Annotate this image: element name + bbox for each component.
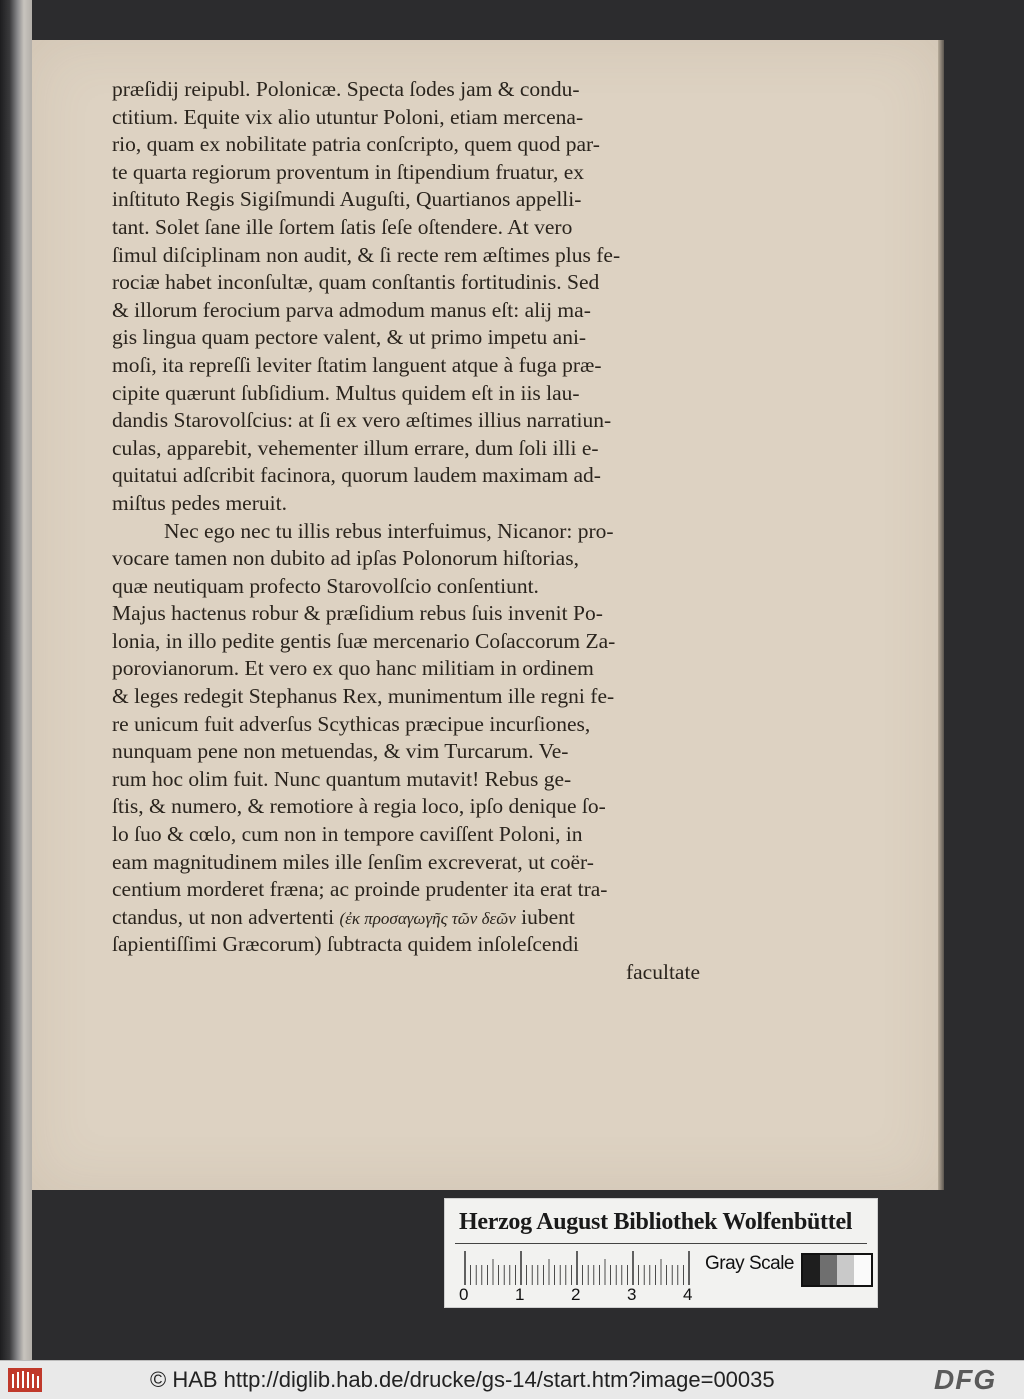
text-line: miſtus pedes meruit. [112,490,287,515]
text-line: rio, quam ex nobilitate patria conſcripto, quem quod par- [112,132,600,157]
text-line: ſimul diſciplinam non audit, & ſi recte rem æſtimes plus fe- [112,242,621,267]
text-line: porovianorum. Et vero ex quo hanc militiam in ordinem [112,656,594,681]
footer-citation-link[interactable]: © HAB http://diglib.hab.de/drucke/gs-14/start.htm?image=00035 [150,1367,775,1392]
ruler-number: 3 [627,1285,637,1304]
footer-bar [0,1360,1024,1399]
gray-swatch [803,1255,820,1285]
text-line: quæ neutiquam profecto Starovolſcio conſentiunt. [112,573,539,598]
text-line: te quarta regiorum proventum in ſtipendium fruatur, ex [112,159,585,184]
ruler-number: 2 [571,1285,581,1304]
text-line: eam magnitudinem miles ille ſenſim excreverat, ut coër- [112,849,594,874]
text-line: lonia, in illo pedite gentis ſuæ mercenario Coſaccorum Za- [112,628,616,653]
text-line: & illorum ferocium parva admodum manus eſt: alij ma- [112,297,591,322]
gray-swatch [854,1255,871,1285]
text-line: inſtituto Regis Sigiſmundi Auguſti, Quartianos appelli- [112,187,582,212]
text-line: ſtis, & numero, & remotiore à regia loco, ipſo denique ſo- [112,794,606,819]
gray-scale-swatches [801,1253,873,1287]
text-line: tant. Solet ſane ille ſortem ſatis ſeſe oſtendere. At vero [112,214,573,239]
page-edge [938,40,944,1190]
text-fragment: ctandus, ut non advertenti [112,904,340,929]
text-line: rum hoc olim fuit. Nunc quantum mutavit! Rebus ge- [112,766,572,791]
text-fragment: iubent [515,904,575,929]
text-line: nunquam pene non metuendas, & vim Turcarum. Ve- [112,739,569,764]
text-line: quitatui adſcribit facinora, quorum laudem maximam ad- [112,463,601,488]
text-line: cipite quærunt ſubſidium. Multus quidem eſt in iis lau- [112,380,580,405]
text-line: & leges redegit Stephanus Rex, munimentum ille regni fe- [112,684,615,709]
library-name: Herzog August Bibliothek Wolfenbüttel [459,1209,853,1235]
ruler-numbers [455,1285,715,1307]
text-line: ſapientiſſimi Græcorum) ſubtracta quidem inſoleſcendi [112,932,579,957]
gray-swatch [837,1255,854,1285]
ruler-scale [463,1251,693,1287]
text-line: rociæ habet inconſultæ, quam conſtantis fortitudinis. Sed [112,270,600,295]
text-line: ctitium. Equite vix alio utuntur Poloni, etiam mercena- [112,104,584,129]
ruler-number: 0 [459,1285,469,1304]
text-line: culas, apparebit, vehementer illum errare, dum ſoli illi e- [112,435,599,460]
ruler-number: 4 [683,1285,693,1304]
gray-scale-label: Gray Scale [705,1253,794,1274]
text-line: præſidij reipubl. Polonicæ. Specta ſodes jam & condu- [112,77,580,101]
text-line: vocare tamen non dubito ad ipſas Polonorum hiſtorias, [112,546,579,571]
page-text [112,76,708,987]
text-line: Nec ego nec tu illis rebus interfuimus, Nicanor: pro- [164,518,614,543]
text-line: Majus hactenus robur & præſidium rebus ſuis invenit Po- [112,601,603,626]
text-line: gis lingua quam pectore valent, & ut primo impetu ani- [112,325,587,350]
text-line: centium morderet fræna; ac proinde prudenter ita erat tra- [112,877,608,902]
text-line: lo ſuo & cœlo, cum non in tempore caviſſent Poloni, in [112,822,583,847]
library-label-card [444,1198,878,1308]
text-line: re unicum fuit adverſus Scythicas præcipue incurſiones, [112,711,591,736]
gray-swatch [820,1255,837,1285]
text-line: dandis Starovolſcius: at ſi ex vero æſtimes illius narratiun- [112,408,612,433]
hab-logo-icon [8,1368,42,1392]
label-divider [455,1243,867,1244]
text-line: moſi, ita repreſſi leviter ſtatim languent atque à fuga præ- [112,352,602,377]
catchword: facultate [625,960,700,984]
text-line [112,904,708,932]
book-spine [0,0,32,1360]
dfg-logo: DFG [934,1364,997,1395]
greek-phrase: (ἐκ προσαγωγῆς τῶν δεῶν [339,908,516,928]
ruler-number: 1 [515,1285,525,1304]
